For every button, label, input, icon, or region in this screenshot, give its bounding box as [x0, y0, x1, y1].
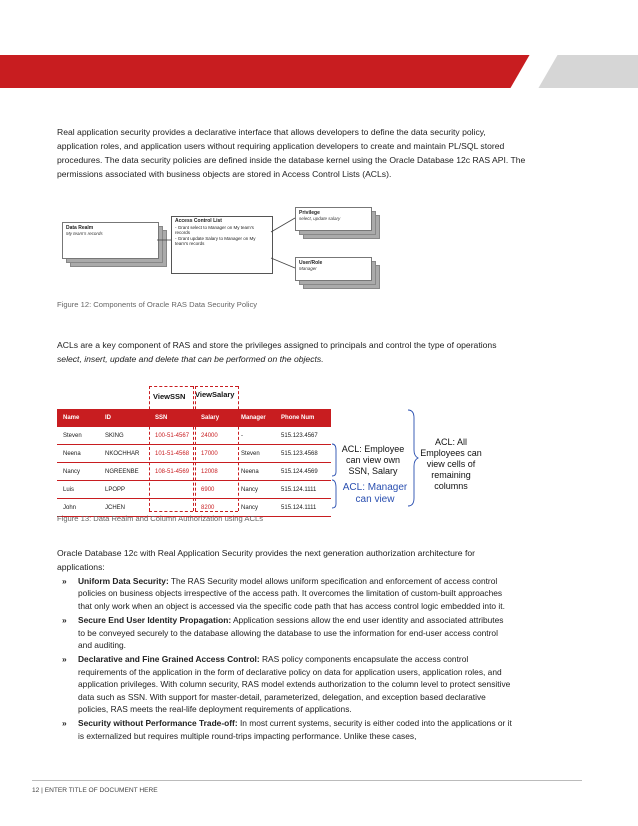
data-realm-subtitle: My team's records [66, 231, 103, 236]
table-cell: Nancy [235, 499, 275, 517]
column-header: SSN [149, 409, 195, 427]
column-header: Phone Num [275, 409, 331, 427]
bullet-title: Declarative and Fine Grained Access Control: [78, 654, 260, 665]
table-cell: Neena [57, 445, 99, 463]
table-cell: Neena [235, 463, 275, 481]
table-cell: - [235, 427, 275, 445]
acl-title: Access Control List [175, 218, 222, 224]
user-role-subtitle: Manager [299, 266, 317, 271]
acl-paragraph-line-1: ACLs are a key component of RAS and store the privileges assigned to principals and control the type of operations [57, 340, 497, 350]
list-item [62, 575, 512, 612]
bullet-text: The RAS Security model allows uniform specification and enforcement of access control policies on business objects irrespective of the access path. It overcomes the limitation of custom-built approaches that only work when an object is accessed via the specific code path that has access control logic embedded into it. [78, 576, 505, 611]
table-cell: Steven [57, 427, 99, 445]
column-header: Name [57, 409, 99, 427]
user-role-title: User/Role [299, 260, 323, 266]
table-cell: 515.124.1111 [275, 481, 331, 499]
privilege-title: Privilege [299, 210, 320, 216]
table-cell: 24000 [195, 427, 235, 445]
acl-paragraph-line-2: select, insert, update and delete that can be performed on the objects. [57, 354, 324, 364]
table-cell: SKING [99, 427, 149, 445]
feature-list [62, 575, 512, 744]
acl-line: team's records [175, 241, 205, 246]
bullet-marker: » [62, 576, 67, 586]
table-cell: 108-51-4569 [149, 463, 195, 481]
table-cell: Luis [57, 481, 99, 499]
bullet-title: Security without Performance Trade-off: [78, 718, 238, 729]
view-ssn-label: ViewSSN [153, 392, 186, 401]
table-cell: 12008 [195, 463, 235, 481]
view-salary-label: ViewSalary [195, 390, 235, 399]
column-header: ID [99, 409, 149, 427]
table-cell: NGREENBE [99, 463, 149, 481]
bullet-marker: » [62, 718, 67, 729]
table-cell: 515.124.4569 [275, 463, 331, 481]
list-item [62, 653, 512, 715]
list-item [62, 717, 512, 742]
page-footer: 12 | ENTER TITLE OF DOCUMENT HERE [32, 787, 158, 794]
figure-13-caption: Figure 13: Data Realm and Column Authorization using ACLs [57, 514, 263, 523]
table-cell: 515.123.4568 [275, 445, 331, 463]
bullet-marker: » [62, 615, 67, 626]
column-header: Manager [235, 409, 275, 427]
table-cell: 17000 [195, 445, 235, 463]
table-cell: 6900 [195, 481, 235, 499]
list-item [62, 614, 512, 651]
employee-acl-note: ACL: Employee can view own SSN, Salary [341, 444, 405, 476]
table-cell: 101-51-4568 [149, 445, 195, 463]
bullet-text: In most current systems, security is either coded into the applications or it is externalized but requires multiple round-trips impacting performance. Unlike these cases, [78, 718, 512, 741]
column-header: Salary [195, 409, 235, 427]
bullet-text: Application sessions allow the end user identity and associated attributes to be conveyed securely to the database allowing the database to use the information for end-user access control and auditing. [78, 615, 504, 651]
footer-divider [32, 780, 582, 781]
table-cell: Nancy [57, 463, 99, 481]
table-cell: John [57, 499, 99, 517]
table-cell: Steven [235, 445, 275, 463]
bullet-marker: » [62, 654, 67, 665]
next-gen-paragraph: Oracle Database 12c with Real Application Security provides the next generation authorization architecture for applications: [57, 548, 475, 572]
bullet-title: Secure End User Identity Propagation: [78, 615, 232, 626]
acl-line: - Grant update Salary to Manager on My [175, 235, 256, 241]
acl-line: - Grant select to Manager on My team's [175, 224, 254, 230]
bullet-text: RAS policy components encapsulate the access control requirements of the application in the form of declarative policy on data for application users, application roles, and application privileges. With column security, RAS model extends authorization to the column level to protect sensitive data such as SSN. With support for master-detail, parameterized, delegation, and exception based declarative policies, RAS meets the real-life deployment requirements of applications. [78, 654, 511, 715]
acl-line: records [175, 230, 191, 235]
data-realm-title: Data Realm [66, 225, 94, 231]
table-cell: 515.123.4567 [275, 427, 331, 445]
all-acl-note: ACL: All Employees can view cells of remaining columns [420, 437, 482, 491]
table-cell: LPOPP [99, 481, 149, 499]
table-cell: NKOCHHAR [99, 445, 149, 463]
manager-acl-note: ACL: Manager can view [342, 482, 408, 505]
table-cell: 515.124.1111 [275, 499, 331, 517]
intro-paragraph: Real application security provides a declarative interface that allows developers to define the data security policy, application roles, and application users without requiring application developers to create and maintain PL/SQL stored procedures. The data security policies are defined inside the database kernel using the Oracle Database 12c RAS API. The permissions associated with business objects are stored in Access Control Lists (ACLs). [57, 127, 526, 179]
table-cell: 8200 [195, 499, 235, 517]
table-cell: 100-51-4567 [149, 427, 195, 445]
figure-12-caption: Figure 12: Components of Oracle RAS Data Security Policy [57, 300, 258, 309]
table-cell: Nancy [235, 481, 275, 499]
table-cell: JCHEN [99, 499, 149, 517]
privilege-subtitle: select, update salary [299, 216, 341, 221]
bullet-title: Uniform Data Security: [78, 576, 169, 586]
